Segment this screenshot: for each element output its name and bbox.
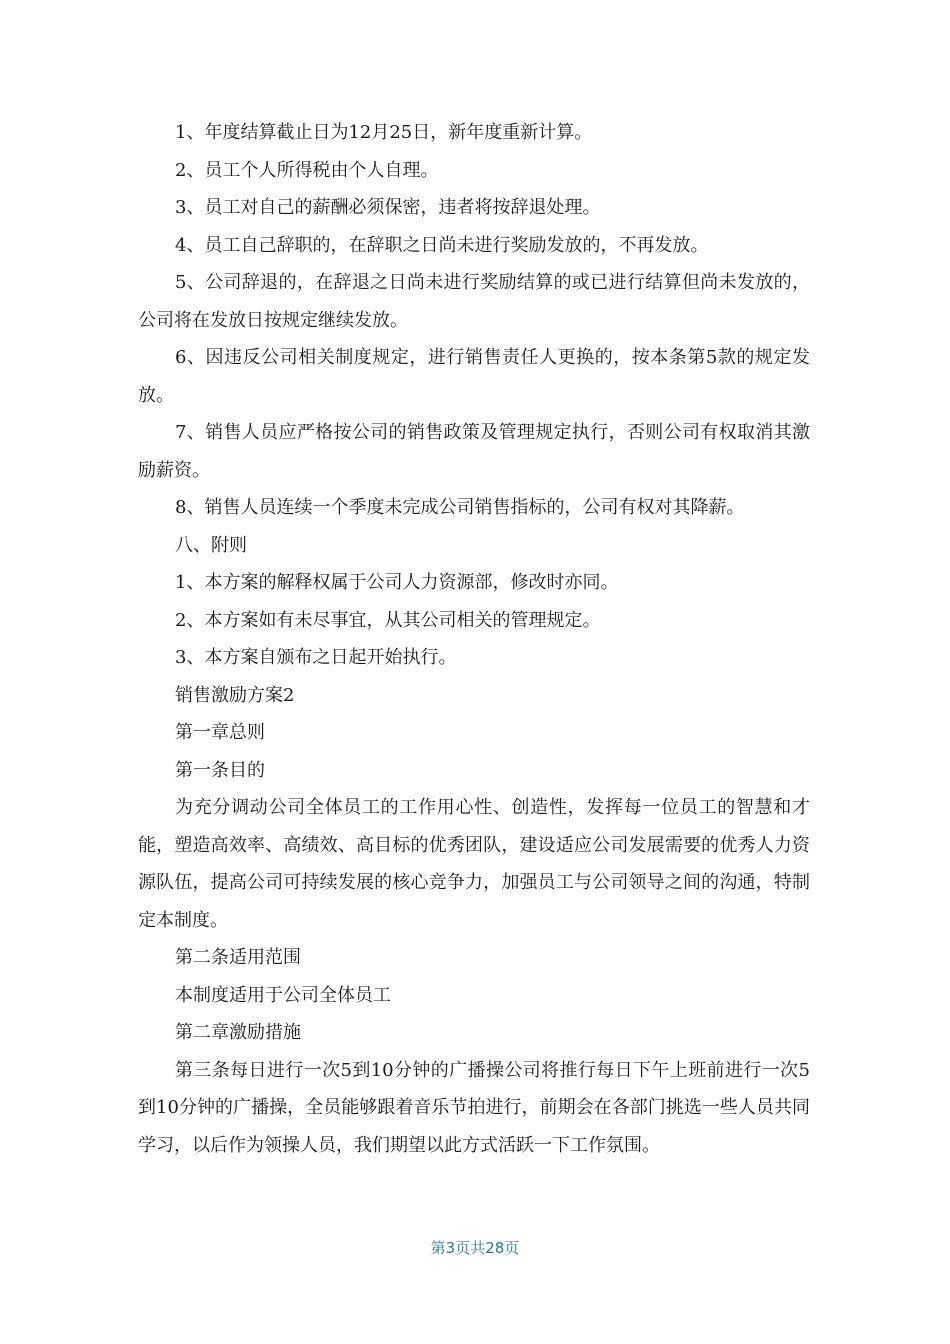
chapter-heading: 第二章激励措施 <box>175 1022 301 1043</box>
chapter-heading: 第一章总则 <box>175 722 265 743</box>
section-heading: 八、附则 <box>175 534 247 556</box>
paragraph: 2、员工个人所得税由个人自理。 <box>175 159 439 181</box>
paragraph: 1、本方案的解释权属于公司人力资源部，修改时亦同。 <box>175 572 619 593</box>
paragraph: 为充分调动公司全体员工的工作用心性、创造性，发挥每一位员工的智慧和才能，塑造高效率、高绩效、高目标的优秀团队，建设适应公司发展需要的优秀人力资源队伍，提高公司可持续发展的核心竞争力，加强员工与公司领导之间的沟通，特制定本制度。 <box>138 797 810 931</box>
paragraph: 6、因违反公司相关制度规定，进行销售责任人更换的，按本条第5款的规定发放。 <box>138 347 810 406</box>
paragraph: 5、公司辞退的，在辞退之日尚未进行奖励结算的或已进行结算但尚未发放的，公司将在发放日按规定继续发放。 <box>138 272 810 331</box>
paragraph: 1、年度结算截止日为12月25日，新年度重新计算。 <box>175 122 593 143</box>
page-number-footer: 第3页共28页 <box>430 1239 520 1257</box>
paragraph: 3、本方案自颁布之日起开始执行。 <box>175 647 457 668</box>
paragraph: 本制度适用于公司全体员工 <box>175 984 391 1006</box>
paragraph: 第三条每日进行一次5到10分钟的广播操公司将推行每日下午上班前进行一次5到10分钟的广播操，全员能够跟着音乐节拍进行，前期会在各部门挑选一些人员共同学习，以后作为领操人员，我们期望以此方式活跃一下工作氛围。 <box>138 1059 810 1156</box>
paragraph: 4、员工自己辞职的，在辞职之日尚未进行奖励发放的，不再发放。 <box>175 234 709 256</box>
paragraph: 2、本方案如有未尽事宜，从其公司相关的管理规定。 <box>175 609 601 631</box>
paragraph: 7、销售人员应严格按公司的销售政策及管理规定执行，否则公司有权取消其激励薪资。 <box>138 422 810 481</box>
document-body <box>138 114 810 1164</box>
document-title: 销售激励方案2 <box>175 684 295 706</box>
article-heading: 第二条适用范围 <box>175 947 301 968</box>
article-heading: 第一条目的 <box>175 759 265 781</box>
paragraph: 8、销售人员连续一个季度未完成公司销售指标的，公司有权对其降薪。 <box>175 497 745 518</box>
paragraph: 3、员工对自己的薪酬必须保密，违者将按辞退处理。 <box>175 197 601 218</box>
